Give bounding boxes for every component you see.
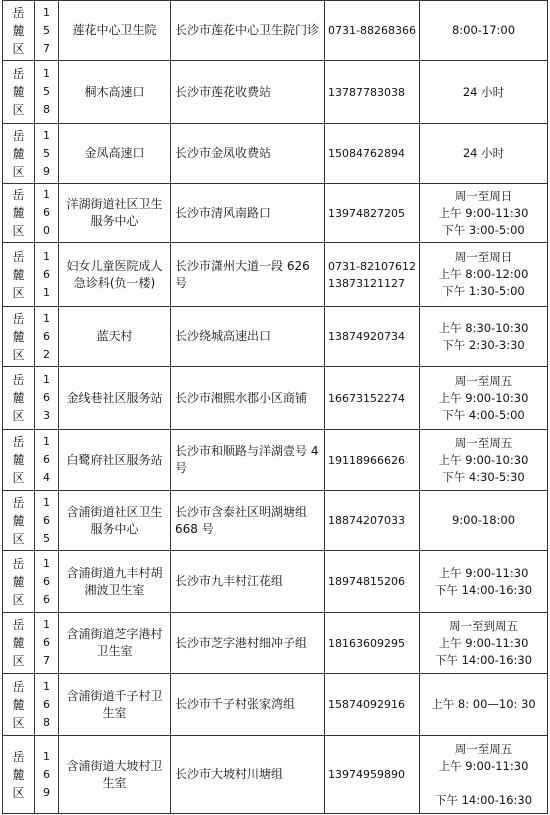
hours-cell (420, 491, 548, 551)
district-char: 岳 (12, 311, 25, 326)
district-char: 区 (12, 409, 25, 423)
hours-line: 下午 4:00-5:00 (442, 407, 525, 422)
phone-cell (325, 491, 420, 551)
address-cell: 长沙市莲花收费站 (171, 61, 325, 124)
district-cell (3, 736, 35, 814)
site-name-cell: 含浦街道千子村卫生室 (59, 674, 171, 736)
district-char: 区 (12, 471, 25, 485)
district-cell (3, 613, 35, 674)
hours-line: 上午 9:00-11:30 (438, 205, 529, 220)
hours-cell (420, 613, 548, 674)
phone-cell (325, 1, 420, 61)
address-cell: 长沙市金凤收费站 (171, 124, 325, 184)
number-cell (35, 736, 59, 814)
hours-line: 周一至到周五 (449, 618, 518, 633)
number-digit: 4 (43, 471, 50, 484)
number-digit: 1 (43, 67, 50, 80)
address-cell: 长沙市莲花中心卫生院门诊 (171, 1, 325, 61)
district-char: 麓 (12, 453, 25, 467)
phone-cell (325, 551, 420, 613)
number-cell (35, 491, 59, 551)
hours-line: 上午 9:00-11:30 (438, 635, 529, 650)
district-char: 麓 (12, 513, 25, 528)
district-char: 岳 (12, 67, 25, 81)
number-cell (35, 1, 59, 61)
clinic-table-body (3, 1, 548, 814)
number-digit: 6 (43, 767, 50, 781)
district-cell (3, 367, 35, 430)
number-digit: 1 (43, 435, 50, 448)
district-cell (3, 124, 35, 184)
number-cell (35, 430, 59, 491)
district-char: 区 (12, 592, 25, 607)
table-row (3, 430, 548, 491)
address-cell: 长沙市芝字港村细冲子组 (171, 613, 325, 674)
district-char: 岳 (12, 495, 25, 510)
hours-line: 下午 14:00-16:30 (434, 792, 533, 807)
hours-cell (420, 736, 548, 814)
phone-cell (325, 430, 420, 491)
number-digit: 2 (43, 347, 50, 361)
district-char: 区 (12, 103, 25, 117)
hours-line: 24 小时 (462, 146, 505, 160)
hours-line: 上午 8: 00—10: 30 (431, 697, 536, 711)
district-char: 区 (12, 285, 25, 300)
hours-line: 上午 9:00-11:30 (438, 758, 529, 773)
phone-number: 13873121127 (328, 276, 405, 290)
table-row (3, 551, 548, 613)
hours-line: 下午 1:30-5:00 (442, 284, 525, 298)
table-row (3, 674, 548, 736)
district-char: 麓 (12, 146, 25, 161)
table-row (3, 184, 548, 243)
phone-number: 13787783038 (328, 85, 405, 99)
phone-number: 0731-82107612 (328, 259, 416, 273)
phone-cell (325, 674, 420, 736)
site-name-cell: 洋湖街道社区卫生服务中心 (59, 184, 171, 243)
phone-cell (325, 61, 420, 124)
site-name-cell: 白鹭府社区服务站 (59, 430, 171, 491)
number-cell (35, 674, 59, 736)
site-name-cell: 含浦街道芝字港村卫生室 (59, 613, 171, 674)
hours-line: 周一至周日 (454, 188, 513, 203)
district-char: 岳 (12, 188, 25, 202)
district-char: 麓 (12, 697, 25, 712)
hours-cell (420, 674, 548, 736)
site-name-cell: 金凤高速口 (59, 124, 171, 184)
number-digit: 1 (43, 556, 50, 570)
phone-number: 18874207033 (328, 514, 405, 527)
number-digit: 6 (43, 513, 50, 527)
district-char: 麓 (12, 85, 25, 99)
district-char: 区 (12, 347, 25, 362)
district-cell (3, 674, 35, 736)
district-char: 岳 (12, 5, 25, 20)
number-digit: 8 (43, 103, 50, 116)
number-digit: 5 (43, 85, 50, 98)
number-cell (35, 61, 59, 124)
table-row (3, 243, 548, 307)
number-digit: 1 (43, 495, 50, 509)
number-digit: 5 (43, 531, 50, 545)
district-char: 麓 (12, 636, 25, 650)
number-digit: 1 (43, 749, 50, 763)
number-digit: 6 (43, 592, 50, 606)
district-char: 区 (12, 164, 25, 179)
address-cell: 长沙市清风南路口 (171, 184, 325, 243)
district-cell (3, 184, 35, 243)
hours-line: 周一至周五 (454, 373, 513, 388)
site-name-cell: 含浦街道大坡村卫生室 (59, 736, 171, 814)
table-row (3, 367, 548, 430)
number-digit: 0 (43, 224, 50, 237)
number-cell (35, 307, 59, 367)
district-char: 区 (12, 785, 25, 800)
district-char: 麓 (12, 23, 25, 38)
number-digit: 1 (43, 373, 50, 386)
phone-number: 13974959890 (328, 768, 405, 781)
site-name-cell: 蓝天村 (59, 307, 171, 367)
number-digit: 1 (43, 249, 50, 263)
number-digit: 7 (43, 41, 50, 55)
address-cell: 长沙市千子村张家湾组 (171, 674, 325, 736)
district-char: 区 (12, 224, 25, 238)
hours-spacer (423, 775, 544, 792)
hours-line: 上午 9:00-10:30 (438, 390, 529, 405)
site-name-cell: 桐木高速口 (59, 61, 171, 124)
address-cell: 长沙绕城高速出口 (171, 307, 325, 367)
hours-cell (420, 307, 548, 367)
number-digit: 1 (43, 618, 50, 631)
number-digit: 5 (43, 146, 50, 160)
hours-line: 下午 2:30-3:30 (442, 337, 525, 352)
number-digit: 1 (43, 679, 50, 693)
district-cell (3, 430, 35, 491)
number-digit: 1 (43, 5, 50, 19)
hours-line: 下午 14:00-16:30 (434, 582, 533, 597)
phone-cell (325, 613, 420, 674)
number-digit: 8 (43, 715, 50, 729)
hours-cell (420, 367, 548, 430)
hours-line: 周一至周五 (454, 435, 513, 450)
phone-number: 18163609295 (328, 636, 405, 650)
district-char: 岳 (12, 618, 25, 632)
number-cell (35, 243, 59, 307)
number-digit: 7 (43, 654, 50, 667)
number-digit: 6 (43, 267, 50, 281)
hours-cell (420, 551, 548, 613)
hours-cell (420, 124, 548, 184)
district-char: 岳 (12, 556, 25, 571)
phone-cell (325, 243, 420, 307)
hours-line: 下午 4:30-5:30 (442, 469, 525, 484)
district-cell (3, 307, 35, 367)
number-digit: 1 (43, 311, 50, 325)
district-char: 麓 (12, 329, 25, 344)
district-char: 麓 (12, 206, 25, 220)
hours-line: 上午 8:30-10:30 (438, 320, 529, 335)
table-row (3, 613, 548, 674)
district-cell (3, 61, 35, 124)
phone-number: 15084762894 (328, 147, 405, 160)
district-char: 岳 (12, 749, 25, 764)
phone-number: 0731-88268366 (328, 24, 416, 37)
address-cell: 长沙市九丰村江花组 (171, 551, 325, 613)
district-char: 麓 (12, 391, 25, 405)
number-digit: 3 (43, 409, 50, 422)
address-cell: 长沙市和顺路与洋湖壹号 4 号 (171, 430, 325, 491)
hours-line: 周一至周日 (454, 250, 513, 264)
site-name-cell: 含浦街道社区卫生服务中心 (59, 491, 171, 551)
number-digit: 6 (43, 574, 50, 588)
number-digit: 9 (43, 164, 50, 178)
hours-cell (420, 430, 548, 491)
district-char: 区 (12, 715, 25, 730)
number-digit: 6 (43, 391, 50, 404)
hours-line: 上午 9:00-10:30 (438, 452, 529, 467)
number-digit: 6 (43, 329, 50, 343)
hours-line: 24 小时 (462, 84, 505, 99)
table-row (3, 61, 548, 124)
district-char: 岳 (12, 679, 25, 694)
hours-line: 周一至周五 (454, 741, 513, 756)
address-cell: 长沙市湘熙水郡小区商铺 (171, 367, 325, 430)
hours-cell (420, 184, 548, 243)
number-cell (35, 613, 59, 674)
district-char: 麓 (12, 767, 25, 782)
phone-number: 13874920734 (328, 330, 405, 343)
district-cell (3, 551, 35, 613)
phone-cell (325, 307, 420, 367)
number-digit: 6 (43, 697, 50, 711)
site-name-cell: 莲花中心卫生院 (59, 1, 171, 61)
phone-number: 19118966626 (328, 453, 405, 467)
clinic-table (2, 0, 548, 814)
address-cell: 长沙市潇州大道一段 626 号 (171, 243, 325, 307)
number-cell (35, 367, 59, 430)
number-cell (35, 184, 59, 243)
phone-number: 16673152274 (328, 391, 405, 405)
number-cell (35, 124, 59, 184)
site-name-cell: 金线巷社区服务站 (59, 367, 171, 430)
district-cell (3, 243, 35, 307)
district-char: 岳 (12, 128, 25, 143)
district-cell (3, 491, 35, 551)
number-digit: 5 (43, 23, 50, 37)
table-row (3, 307, 548, 367)
table-row (3, 124, 548, 184)
number-digit: 9 (43, 785, 50, 799)
hours-line: 下午 3:00-5:00 (442, 222, 525, 237)
hours-line: 8:00-17:00 (451, 23, 516, 37)
table-row (3, 491, 548, 551)
phone-number: 18974815206 (328, 575, 405, 588)
hours-line: 下午 14:00-16:30 (434, 652, 533, 667)
phone-cell (325, 184, 420, 243)
phone-number: 13974827205 (328, 206, 405, 220)
district-char: 区 (12, 531, 25, 546)
district-cell (3, 1, 35, 61)
phone-cell (325, 124, 420, 184)
site-name-cell: 含浦街道九丰村胡湘波卫生室 (59, 551, 171, 613)
table-row (3, 736, 548, 814)
hours-line: 上午 8:00-12:00 (438, 267, 529, 281)
hours-cell (420, 243, 548, 307)
number-digit: 6 (43, 453, 50, 466)
address-cell: 长沙市大坡村川塘组 (171, 736, 325, 814)
number-cell (35, 551, 59, 613)
district-char: 岳 (12, 249, 25, 264)
hours-line: 9:00-18:00 (451, 513, 516, 527)
district-char: 麓 (12, 574, 25, 589)
district-char: 区 (12, 41, 25, 56)
district-char: 区 (12, 654, 25, 668)
phone-number: 15874092916 (328, 698, 405, 711)
number-digit: 1 (43, 188, 50, 201)
hours-cell (420, 1, 548, 61)
district-char: 麓 (12, 267, 25, 282)
address-cell: 长沙市含泰社区明湖塘组 668 号 (171, 491, 325, 551)
number-digit: 1 (43, 285, 50, 299)
hours-line: 上午 9:00-11:30 (438, 565, 529, 580)
hours-cell (420, 61, 548, 124)
district-char: 岳 (12, 435, 25, 449)
number-digit: 6 (43, 636, 50, 649)
phone-cell (325, 736, 420, 814)
number-digit: 1 (43, 128, 50, 142)
number-digit: 6 (43, 206, 50, 219)
phone-cell (325, 367, 420, 430)
site-name-cell: 妇女儿童医院成人急诊科(负一楼) (59, 243, 171, 307)
district-char: 岳 (12, 373, 25, 387)
table-row (3, 1, 548, 61)
